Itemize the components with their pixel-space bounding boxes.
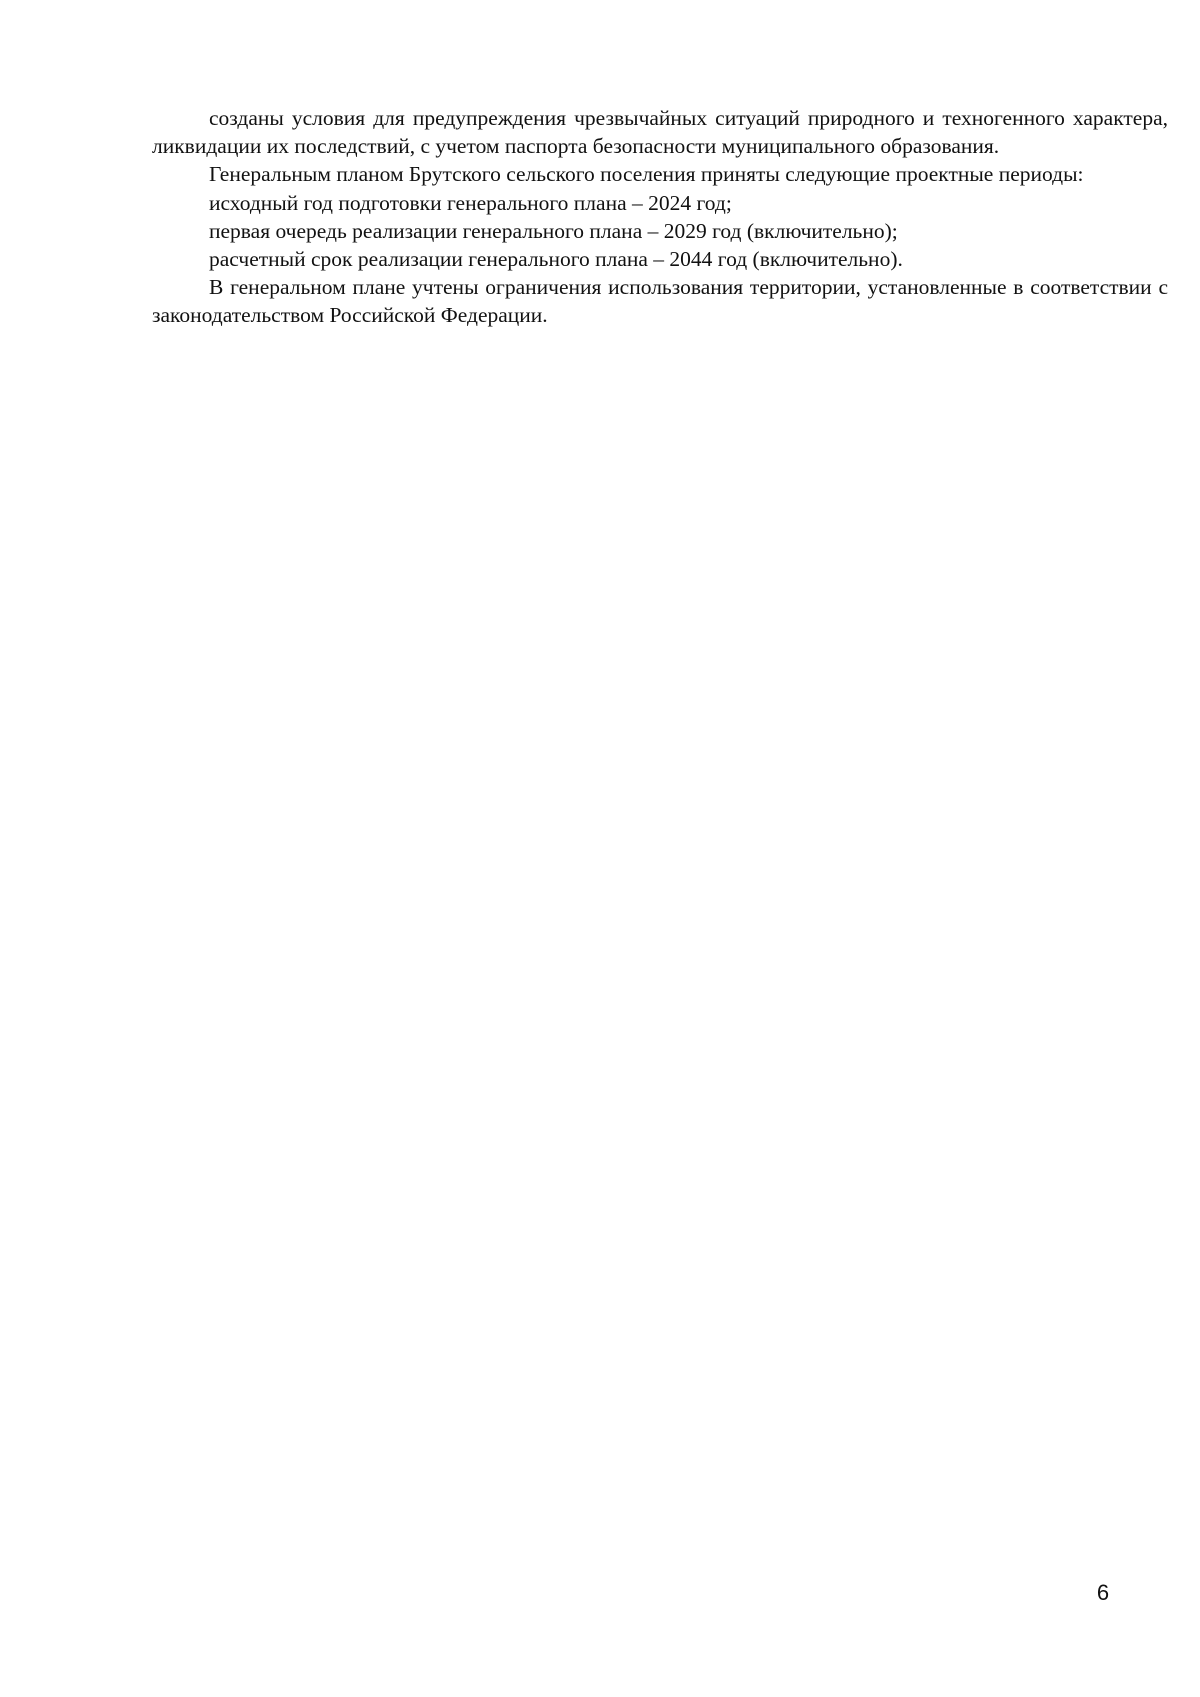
paragraph-territory-restrictions: В генеральном плане учтены ограничения использования территории, установленные в соответствии с законодательством Российской Федерации. bbox=[152, 275, 1168, 328]
paragraph-base-year: исходный год подготовки генерального плана – 2024 год; bbox=[209, 190, 732, 215]
document-body bbox=[152, 104, 1168, 330]
paragraph-emergency-conditions: созданы условия для предупреждения чрезвычайных ситуаций природного и техногенного характера, ликвидации их последствий, с учетом паспорта безопасности муниципального образования. bbox=[152, 106, 1168, 159]
paragraph-estimated-term: расчетный срок реализации генерального плана – 2044 год (включительно). bbox=[209, 247, 903, 272]
paragraph-design-periods-intro: Генеральным планом Брутского сельского поселения приняты следующие проектные периоды: bbox=[209, 162, 1084, 187]
paragraph-first-stage: первая очередь реализации генерального плана – 2029 год (включительно); bbox=[209, 218, 898, 243]
page-number: 6 bbox=[1096, 1580, 1110, 1605]
